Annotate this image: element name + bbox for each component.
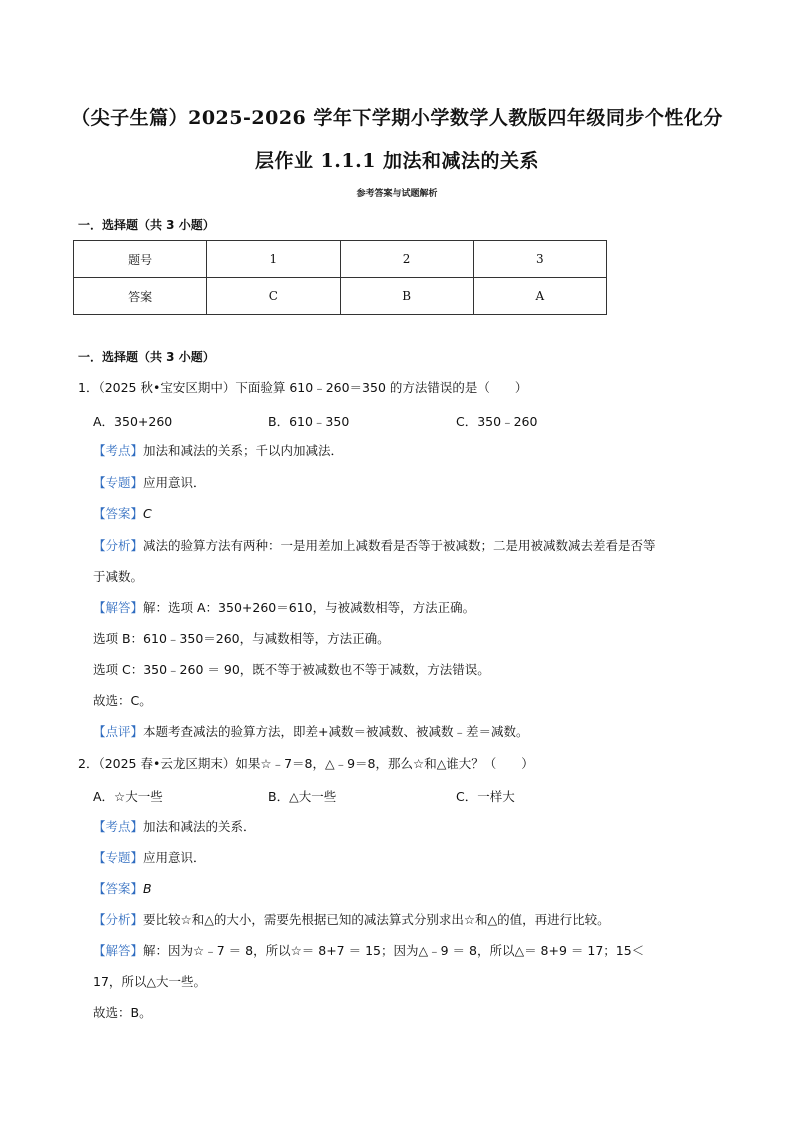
question-1-solution-1 [93,599,475,617]
question-2-option-b: B．△大一些 [268,789,337,804]
kaodian-text: 加法和减法的关系；千以内加减法． [143,443,344,458]
row-label-number: 题号 [74,241,207,278]
table-cell: B [340,278,473,315]
question-2-answer [93,880,152,898]
jieda-tag: 【解答】 [93,600,144,615]
question-2-analysis-1 [93,911,610,929]
daan-tag: 【答案】 [93,881,144,896]
daan-text: B [143,881,152,896]
zhuanti-text: 应用意识． [143,475,206,490]
question-2-zhuanti [93,849,206,867]
jieda-text: 解：选项 A：350+260＝610，与被减数相等，方法正确。 [143,600,476,615]
dianping-text: 本题考查减法的验算方法，即差+减数＝被减数、被减数﹣差＝减数。 [143,724,529,739]
table-cell: 3 [473,241,606,278]
fenxi-text: 要比较☆和△的大小，需要先根据已知的减法算式分别求出☆和△的值，再进行比较。 [143,912,610,927]
row-label-answer: 答案 [74,278,207,315]
question-1-solution-2: 选项 B：610﹣350＝260，与减数相等，方法正确。 [93,631,390,646]
question-1-answer [93,505,152,523]
question-1-stem: 1．（2025 秋•宝安区期中）下面验算 610﹣260＝350 的方法错误的是（ ） [78,380,528,395]
question-2-kaodian [93,818,256,836]
dianping-tag: 【点评】 [93,724,144,739]
question-1-option-c: C．350﹣260 [456,414,538,429]
answer-table [73,240,607,315]
question-1-comment [93,723,529,741]
jieda-tag: 【解答】 [93,943,144,958]
table-cell: A [473,278,606,315]
question-2-stem: 2．（2025 春•云龙区期末）如果☆﹣7＝8，△﹣9＝8，那么☆和△谁大？（ ） [78,756,534,771]
zhuanti-tag: 【专题】 [93,475,144,490]
table-cell: C [207,278,340,315]
zhuanti-text: 应用意识． [143,850,206,865]
answer-table-row-answers [74,278,607,315]
detail-section-heading: 一．选择题（共 3 小题） [78,350,215,364]
table-cell: 1 [207,241,340,278]
question-1-kaodian [93,442,343,460]
kaodian-tag: 【考点】 [93,819,144,834]
answer-section-heading: 一．选择题（共 3 小题） [78,218,215,232]
question-1-option-b: B．610﹣350 [268,414,350,429]
daan-text: C [143,506,152,521]
question-1-option-a: A．350+260 [93,414,173,429]
kaodian-tag: 【考点】 [93,443,144,458]
table-cell: 2 [340,241,473,278]
question-1-solution-4: 故选：C。 [93,693,152,708]
question-2-option-c: C．一样大 [456,789,515,804]
document-title-line-2: 层作业 1.1.1 加法和减法的关系 [254,150,540,172]
document-subtitle: 参考答案与试题解析 [356,189,438,199]
fenxi-text: 减法的验算方法有两种：一是用差加上减数看是否等于被减数；二是用被减数减去差看是否等 [143,538,656,553]
question-2-option-a: A．☆大一些 [93,789,163,804]
answer-table-row-numbers [74,241,607,278]
question-1-analysis-2: 于减数。 [93,569,144,584]
jieda-text: 解：因为☆﹣7 ＝ 8，所以☆＝ 8+7 ＝ 15；因为△﹣9 ＝ 8，所以△＝ 8+9 ＝ 17；15＜ [143,943,645,958]
question-2-solution-1 [93,942,644,960]
question-1-zhuanti [93,474,206,492]
daan-tag: 【答案】 [93,506,144,521]
fenxi-tag: 【分析】 [93,912,144,927]
fenxi-tag: 【分析】 [93,538,144,553]
question-1-solution-3: 选项 C：350﹣260 ＝ 90，既不等于被减数也不等于减数，方法错误。 [93,662,490,677]
kaodian-text: 加法和减法的关系． [143,819,256,834]
zhuanti-tag: 【专题】 [93,850,144,865]
question-2-solution-2: 17，所以△大一些。 [93,974,207,989]
question-2-solution-3: 故选：B。 [93,1005,152,1020]
document-title-line-1: （尖子生篇）2025-2026 学年下学期小学数学人教版四年级同步个性化分 [71,107,723,129]
question-1-analysis-1 [93,537,656,555]
